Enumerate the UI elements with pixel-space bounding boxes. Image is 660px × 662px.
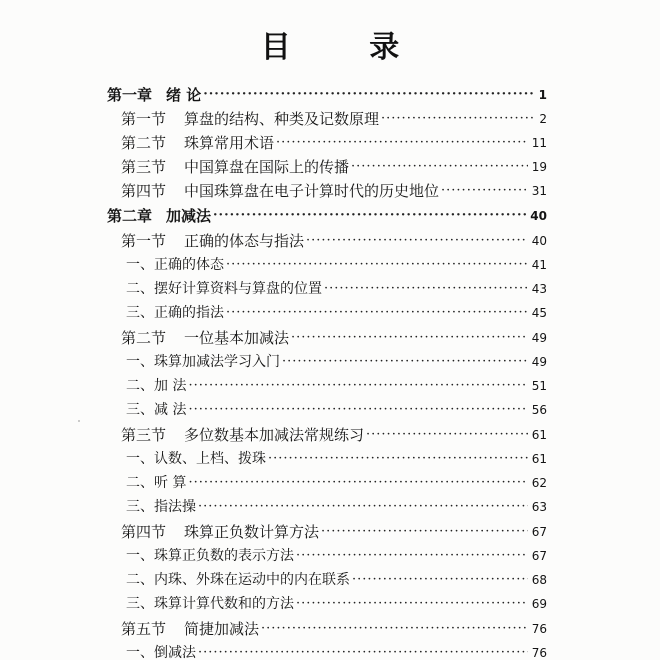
toc-entry-label: [107, 207, 211, 225]
toc-entry-title: 算盘的结构、种类及记数原理: [184, 110, 380, 128]
toc-entry-label: [121, 182, 439, 200]
dot-leader: [282, 353, 528, 371]
toc-entry-item[interactable]: [0, 589, 547, 613]
toc-entry-page-number: 40: [531, 234, 547, 248]
toc-entry-label: [121, 329, 289, 347]
toc-entry-label: [126, 353, 280, 371]
toc-entry-item[interactable]: [0, 541, 547, 565]
toc-entry-section[interactable]: [0, 152, 547, 176]
toc-entry-page-number: 76: [531, 646, 547, 660]
toc-entry-item[interactable]: [0, 444, 547, 468]
dot-leader: [198, 644, 528, 662]
toc-entry-title: 一、珠算正负数的表示方法: [126, 548, 294, 564]
dot-leader: [381, 110, 535, 128]
toc-entry-page-number: 19: [531, 160, 547, 174]
toc-entry-title: 一、认数、上档、拨珠: [126, 451, 266, 467]
toc-entry-item[interactable]: [0, 298, 547, 322]
toc-entry-label: [126, 256, 224, 274]
dot-leader: [352, 571, 528, 589]
toc-entry-section[interactable]: [0, 420, 547, 444]
toc-entry-page-number: 67: [531, 525, 547, 539]
toc-entry-item[interactable]: [0, 347, 547, 371]
toc-entry-prefix: 第三节: [121, 426, 167, 444]
dot-leader: [441, 182, 528, 200]
toc-entry-label: [121, 426, 364, 444]
toc-entry-prefix: 第一节: [121, 232, 167, 250]
dot-leader: [324, 280, 528, 298]
toc-entry-label: [126, 595, 294, 613]
dot-leader: [351, 158, 528, 176]
toc-entry-chapter[interactable]: [0, 80, 547, 104]
toc-entry-label: [126, 401, 186, 419]
toc-entry-section[interactable]: [0, 226, 547, 250]
toc-entry-prefix: 第三节: [121, 158, 167, 176]
toc-entry-label: [126, 377, 186, 395]
page-title: 目 录: [260, 30, 434, 65]
toc-entry-item[interactable]: [0, 250, 547, 274]
toc-entry-title: 加减法: [166, 207, 212, 225]
toc-entry-title: 珠算常用术语: [184, 134, 275, 152]
toc-entry-item[interactable]: [0, 468, 547, 492]
toc-entry-page-number: 61: [531, 452, 547, 466]
dot-leader: [268, 450, 528, 468]
toc-entry-title: 二、内珠、外珠在运动中的内在联系: [126, 572, 350, 588]
toc-entry-page-number: 67: [531, 549, 547, 563]
toc-entry-title: 三、指法操: [126, 499, 196, 515]
toc-entry-title: 中国珠算盘在电子计算时代的历史地位: [184, 182, 440, 200]
dot-leader: [366, 426, 528, 444]
toc-entry-title: 三、减 法: [126, 402, 187, 418]
dot-leader: [226, 304, 528, 322]
toc-entry-prefix: 第二节: [121, 329, 167, 347]
toc-entry-item[interactable]: [0, 274, 547, 298]
toc-entry-title: 二、加 法: [126, 378, 187, 394]
paper-speck: [78, 420, 80, 422]
toc-entry-page-number: 40: [530, 209, 547, 223]
dot-leader: [306, 232, 528, 250]
toc-entry-prefix: 第五节: [121, 620, 167, 638]
toc-entry-page-number: 31: [531, 184, 547, 198]
dot-leader: [188, 474, 527, 492]
toc-entry-label: [121, 620, 259, 638]
toc-entry-page-number: 1: [538, 88, 547, 102]
toc-entry-label: [121, 158, 349, 176]
toc-entry-page-number: 2: [539, 112, 547, 126]
toc-entry-title: 绪 论: [166, 86, 202, 104]
toc-entry-page-number: 69: [531, 597, 547, 611]
toc-entry-prefix: 第一章: [107, 86, 153, 104]
toc-entry-title: 多位数基本加减法常规练习: [184, 426, 365, 444]
toc-entry-prefix: 第二章: [107, 207, 153, 225]
toc-entry-page-number: 45: [531, 306, 547, 320]
toc-entry-page-number: 68: [531, 573, 547, 587]
dot-leader: [261, 620, 528, 638]
dot-leader: [291, 329, 528, 347]
toc-entry-prefix: 第一节: [121, 110, 167, 128]
toc-entry-title: 珠算正负数计算方法: [184, 523, 320, 541]
toc-entry-title: 三、珠算计算代数和的方法: [126, 596, 294, 612]
toc-entry-page-number: 56: [531, 403, 547, 417]
toc-entry-prefix: 第四节: [121, 523, 167, 541]
toc-entry-section[interactable]: [0, 323, 547, 347]
toc-entry-title: 正确的体态与指法: [184, 232, 305, 250]
toc-entry-title: 二、听 算: [126, 475, 187, 491]
toc-entry-label: [121, 232, 304, 250]
toc-entry-title: 一、珠算加减法学习入门: [126, 354, 280, 370]
dot-leader: [198, 498, 528, 516]
toc-entry-page-number: 63: [531, 500, 547, 514]
toc-entry-section[interactable]: [0, 176, 547, 200]
toc-entry-page-number: 76: [531, 622, 547, 636]
toc-entry-label: [126, 474, 186, 492]
toc-entry-title: 一、正确的体态: [126, 257, 224, 273]
toc-entry-label: [126, 304, 224, 322]
toc-entry-chapter[interactable]: [0, 201, 547, 225]
toc-entry-page-number: 43: [531, 282, 547, 296]
toc-entry-title: 二、摆好计算资料与算盘的位置: [126, 281, 322, 297]
toc-entry-label: [126, 498, 196, 516]
toc-entry-prefix: 第四节: [121, 182, 167, 200]
toc-entry-item[interactable]: [0, 638, 547, 662]
toc-entry-label: [126, 547, 294, 565]
toc-entry-label: [126, 450, 266, 468]
toc-entry-page-number: 11: [531, 136, 547, 150]
toc-entry-item[interactable]: [0, 565, 547, 589]
toc-entry-title: 一、倒减法: [126, 645, 196, 661]
toc-entry-label: [107, 86, 201, 104]
toc-entry-title: 三、正确的指法: [126, 305, 224, 321]
dot-leader: [296, 547, 528, 565]
toc-entry-label: [126, 571, 350, 589]
dot-leader: [188, 377, 527, 395]
dot-leader: [213, 207, 526, 225]
dot-leader: [203, 86, 534, 104]
toc-entry-item[interactable]: [0, 395, 547, 419]
dot-leader: [321, 523, 528, 541]
toc-entry-label: [126, 280, 322, 298]
toc-entry-section[interactable]: [0, 104, 547, 128]
toc-entry-page-number: 41: [531, 258, 547, 272]
toc-entry-item[interactable]: [0, 371, 547, 395]
toc-entry-page-number: 62: [531, 476, 547, 490]
dot-leader: [296, 595, 528, 613]
toc-entry-page-number: 49: [531, 331, 547, 345]
toc-entry-page-number: 61: [531, 428, 547, 442]
toc-entry-label: [121, 110, 379, 128]
dot-leader: [188, 401, 527, 419]
toc-entry-section[interactable]: [0, 614, 547, 638]
dot-leader: [226, 256, 528, 274]
toc-entry-label: [126, 644, 196, 662]
toc-entry-section[interactable]: [0, 517, 547, 541]
toc-entry-title: 中国算盘在国际上的传播: [184, 158, 350, 176]
toc-entry-section[interactable]: [0, 128, 547, 152]
toc-entry-prefix: 第二节: [121, 134, 167, 152]
toc-entry-title: 简捷加减法: [184, 620, 260, 638]
toc-entry-item[interactable]: [0, 492, 547, 516]
toc-entry-page-number: 49: [531, 355, 547, 369]
toc-entry-label: [121, 134, 274, 152]
toc-entry-label: [121, 523, 319, 541]
toc-entry-page-number: 51: [531, 379, 547, 393]
toc-entry-title: 一位基本加减法: [184, 329, 290, 347]
dot-leader: [276, 134, 528, 152]
